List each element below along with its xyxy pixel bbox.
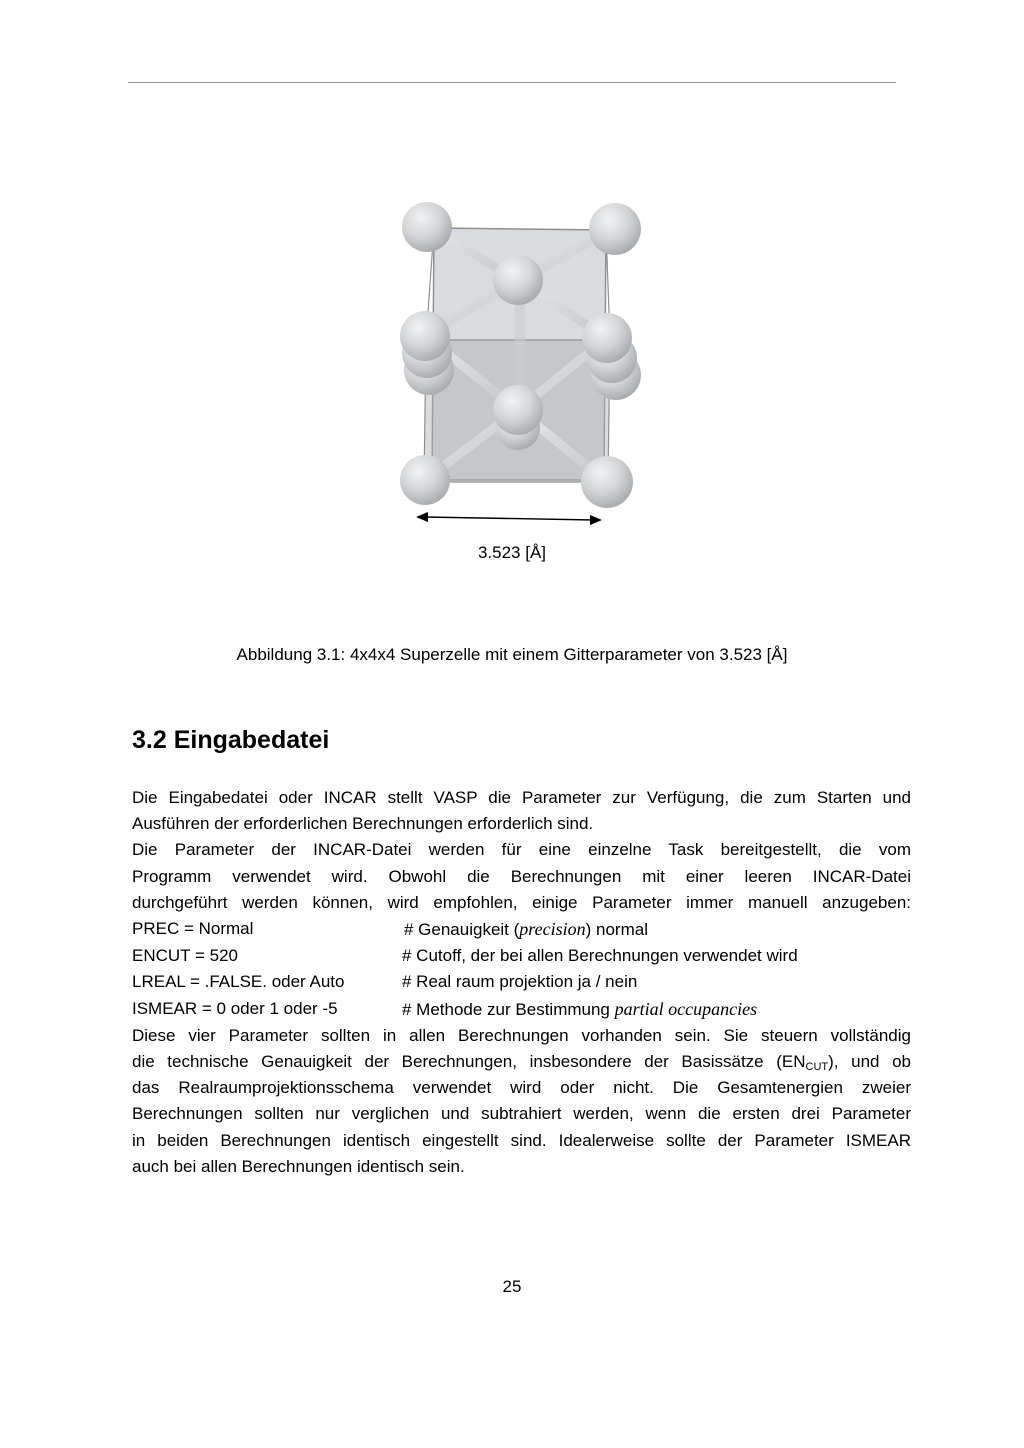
parameter-comment: # Methode zur Bestimmung partial occupancies	[402, 998, 758, 1019]
parameter-lreal	[132, 969, 911, 995]
parameter-comment: # Real raum projektion ja / nein	[402, 972, 638, 992]
parameter-name: LREAL = .FALSE. oder Auto	[132, 972, 345, 992]
text-line: das Realraumprojektionsschema verwendet wird oder nicht. Die Gesamtenergien zweier	[132, 1078, 911, 1098]
dimension-label: 3.523 [Å]	[477, 543, 547, 562]
parameter-ismear	[132, 996, 911, 1023]
atom	[402, 202, 452, 252]
text-line: in beiden Berechnungen identisch eingestellt sind. Idealerweise sollte der Parameter ISMEAR	[132, 1130, 911, 1150]
text-line: Diese vier Parameter sollten in allen Berechnungen vorhanden sein. Sie steuern vollständig	[132, 1025, 911, 1045]
atom	[493, 255, 543, 305]
section-heading: 3.2 Eingabedatei	[132, 726, 330, 754]
parameter-prec	[132, 916, 911, 943]
text-line: Berechnungen sollten nur verglichen und subtrahiert werden, wenn die ersten drei Parameter	[132, 1104, 911, 1124]
dimension-arrow	[416, 512, 602, 525]
parameter-name: ENCUT = 520	[132, 946, 238, 966]
parameter-name: ISMEAR = 0 oder 1 oder -5	[132, 998, 338, 1018]
page-number: 25	[502, 1277, 522, 1296]
text-line: Die Parameter der INCAR-Datei werden für eine einzelne Task bereitgestellt, die vom	[132, 840, 911, 860]
text-line: Programm verwendet wird. Obwohl die Berechnungen mit einer leeren INCAR-Datei	[132, 866, 911, 886]
atom	[582, 313, 632, 363]
figure-caption: Abbildung 3.1: 4x4x4 Superzelle mit einem Gitterparameter von 3.523 [Å]	[236, 645, 788, 664]
parameter-name: PREC = Normal	[132, 919, 254, 939]
crystal-structure-figure	[380, 190, 660, 535]
atom	[589, 203, 641, 255]
parameter-encut	[132, 943, 911, 969]
parameter-comment: # Cutoff, der bei allen Berechnungen verwendet wird	[402, 946, 798, 966]
text-line: die technische Genauigkeit der Berechnungen, insbesondere der Basissätze $(EN_{CUT})$, und ob	[132, 1052, 912, 1074]
body-text	[132, 785, 911, 1180]
text-line: Die Eingabedatei oder INCAR stellt VASP die Parameter zur Verfügung, die zum Starten und	[132, 788, 911, 807]
header-rule	[128, 82, 896, 83]
text-line: Ausführen der erforderlichen Berechnungen erforderlich sind.	[132, 814, 594, 834]
text-line: durchgeführt werden können, wird empfohlen, einige Parameter immer manuell anzugeben:	[132, 892, 911, 912]
atom	[493, 385, 543, 435]
atom	[400, 455, 450, 505]
text-line: auch bei allen Berechnungen identisch sein.	[132, 1156, 465, 1176]
atom	[581, 456, 633, 508]
atom	[400, 311, 450, 361]
parameter-comment: # Genauigkeit (precision) normal	[404, 919, 648, 940]
